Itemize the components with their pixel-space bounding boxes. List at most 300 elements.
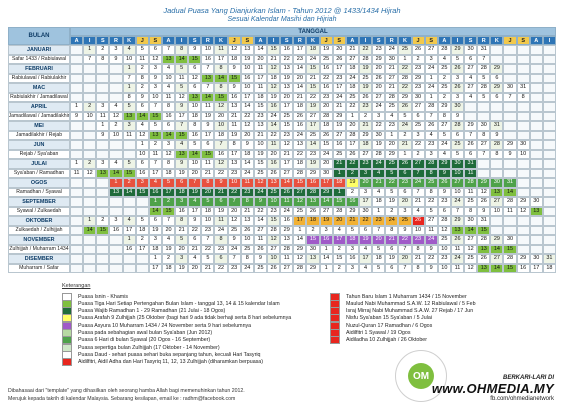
- hijri-day-cell: 9: [438, 169, 451, 179]
- hijri-day-cell: [83, 93, 96, 103]
- hijri-day-cell: 14: [490, 264, 503, 274]
- gregorian-day-cell: 24: [451, 197, 464, 207]
- gregorian-day-cell: 2: [83, 159, 96, 169]
- gregorian-day-cell: 20: [398, 254, 411, 264]
- legend-swatch: [62, 358, 72, 366]
- hijri-day-cell: 7: [464, 131, 477, 141]
- hijri-day-cell: 10: [162, 74, 175, 84]
- gregorian-day-cell: 18: [346, 83, 359, 93]
- gregorian-day-cell: [517, 216, 530, 226]
- hijri-day-cell: 18: [543, 264, 556, 274]
- weekday-header: R: [477, 36, 490, 45]
- gregorian-day-cell: 20: [333, 45, 346, 55]
- hijri-day-cell: 10: [451, 169, 464, 179]
- gregorian-day-cell: 12: [280, 140, 293, 150]
- gregorian-day-cell: 10: [241, 235, 254, 245]
- gregorian-day-cell: 18: [320, 121, 333, 131]
- hijri-day-cell: 5: [477, 93, 490, 103]
- hijri-day-cell: [517, 74, 530, 84]
- gregorian-day-cell: [517, 102, 530, 112]
- gregorian-day-cell: 31: [464, 159, 477, 169]
- gregorian-day-cell: 23: [398, 178, 411, 188]
- weekday-header: S: [149, 36, 162, 45]
- gregorian-day-cell: 28: [490, 140, 503, 150]
- hijri-day-cell: 2: [412, 55, 425, 65]
- gregorian-day-cell: 16: [320, 64, 333, 74]
- hijri-day-cell: [83, 264, 96, 274]
- gregorian-day-cell: 14: [254, 45, 267, 55]
- hijri-day-cell: 6: [385, 245, 398, 255]
- hijri-day-cell: 23: [241, 188, 254, 198]
- gregorian-day-cell: 5: [175, 235, 188, 245]
- gregorian-day-cell: 18: [346, 64, 359, 74]
- gregorian-day-cell: 9: [201, 121, 214, 131]
- gregorian-day-cell: 9: [254, 197, 267, 207]
- hijri-day-cell: 29: [280, 226, 293, 236]
- hijri-day-cell: [109, 207, 122, 217]
- gregorian-day-cell: 21: [412, 254, 425, 264]
- gregorian-day-cell: 22: [425, 254, 438, 264]
- hijri-day-cell: [96, 150, 109, 160]
- gregorian-day-cell: 7: [149, 159, 162, 169]
- month-label: JUN: [8, 140, 70, 150]
- gregorian-day-cell: 13: [306, 254, 319, 264]
- gregorian-day-cell: 15: [254, 159, 267, 169]
- gregorian-day-cell: [503, 121, 516, 131]
- hijri-day-cell: [530, 93, 543, 103]
- hijri-day-cell: 18: [241, 150, 254, 160]
- hijri-day-cell: 12: [175, 93, 188, 103]
- month-label: MAC: [8, 83, 70, 93]
- hijri-day-cell: 9: [503, 150, 516, 160]
- hijri-day-cell: 30: [320, 169, 333, 179]
- hijri-day-cell: [70, 226, 83, 236]
- gregorian-day-cell: 11: [241, 178, 254, 188]
- weekday-header: A: [346, 36, 359, 45]
- gregorian-day-cell: 23: [438, 197, 451, 207]
- hijri-day-cell: 12: [517, 207, 530, 217]
- watermark-social: fb.com/ohmedianetwork: [490, 396, 554, 402]
- gregorian-day-cell: 24: [398, 121, 411, 131]
- gregorian-day-cell: 20: [320, 102, 333, 112]
- gregorian-day-cell: 6: [136, 159, 149, 169]
- gregorian-day-cell: 10: [201, 45, 214, 55]
- hijri-day-cell: 10: [123, 55, 136, 65]
- hijri-day-cell: 15: [228, 74, 241, 84]
- gregorian-day-cell: 9: [175, 102, 188, 112]
- hijri-day-cell: 18: [149, 245, 162, 255]
- gregorian-day-cell: 29: [477, 178, 490, 188]
- hijri-day-cell: 9: [398, 226, 411, 236]
- hijri-day-cell: 28: [346, 131, 359, 141]
- hijri-day-cell: 19: [201, 112, 214, 122]
- gregorian-day-cell: 26: [412, 45, 425, 55]
- gregorian-day-cell: 19: [359, 235, 372, 245]
- hijri-day-cell: 23: [333, 74, 346, 84]
- legend-label: Nuzul-Quran 17 Ramadhan / 6 Ogos: [346, 322, 433, 329]
- gregorian-day-cell: 22: [398, 235, 411, 245]
- gregorian-day-cell: 3: [136, 178, 149, 188]
- hijri-day-cell: 3: [451, 74, 464, 84]
- gregorian-day-cell: 4: [162, 83, 175, 93]
- hijri-day-cell: 13: [451, 226, 464, 236]
- hijri-day-cell: 15: [201, 150, 214, 160]
- gregorian-day-cell: 5: [136, 45, 149, 55]
- hijri-day-cell: 25: [346, 93, 359, 103]
- weekday-header: I: [83, 36, 96, 45]
- gregorian-day-cell: [70, 83, 83, 93]
- weekday-header: R: [109, 36, 122, 45]
- gregorian-day-cell: 26: [477, 197, 490, 207]
- gregorian-day-cell: [477, 159, 490, 169]
- gregorian-day-cell: 26: [451, 64, 464, 74]
- gregorian-day-cell: 25: [398, 216, 411, 226]
- bulan-header: BULAN: [8, 27, 70, 45]
- gregorian-day-cell: 5: [175, 83, 188, 93]
- hijri-day-cell: 2: [306, 226, 319, 236]
- legend-label: Aidilfitri, Aidil Adha dan Hari Tasyriq 11, 12, 13 Zulhijjah (diharamkan berpuasa): [78, 359, 263, 366]
- hijri-day-cell: 5: [346, 226, 359, 236]
- weekday-header: S: [96, 36, 109, 45]
- gregorian-day-cell: 3: [109, 45, 122, 55]
- gregorian-day-cell: 21: [398, 140, 411, 150]
- gregorian-day-cell: 29: [451, 216, 464, 226]
- gregorian-day-cell: 10: [241, 64, 254, 74]
- hijri-day-cell: [543, 207, 556, 217]
- hijri-day-cell: 6: [464, 55, 477, 65]
- month-label: JULAI: [8, 159, 70, 169]
- gregorian-day-cell: 8: [188, 121, 201, 131]
- gregorian-day-cell: [83, 235, 96, 245]
- gregorian-day-cell: [543, 140, 556, 150]
- hijri-day-cell: 5: [385, 188, 398, 198]
- hijri-day-cell: [503, 226, 516, 236]
- month-label: OKTOBER: [8, 216, 70, 226]
- hijri-day-cell: 21: [306, 74, 319, 84]
- hijri-day-cell: 29: [385, 150, 398, 160]
- gregorian-day-cell: 10: [188, 102, 201, 112]
- gregorian-day-cell: 12: [241, 121, 254, 131]
- weekday-header: K: [123, 36, 136, 45]
- gregorian-day-cell: 5: [201, 197, 214, 207]
- hijri-day-cell: [530, 245, 543, 255]
- hijri-day-cell: 20: [201, 188, 214, 198]
- hijri-day-cell: [543, 55, 556, 65]
- hijri-day-cell: [109, 150, 122, 160]
- gregorian-day-cell: 22: [398, 64, 411, 74]
- hijri-day-cell: 22: [254, 207, 267, 217]
- gregorian-day-cell: 7: [162, 216, 175, 226]
- gregorian-day-cell: 2: [136, 235, 149, 245]
- hijri-day-cell: 1: [372, 207, 385, 217]
- weekday-header: S: [280, 36, 293, 45]
- gregorian-day-cell: 2: [162, 197, 175, 207]
- gregorian-day-cell: 30: [451, 159, 464, 169]
- gregorian-day-cell: 17: [306, 121, 319, 131]
- gregorian-day-cell: 30: [530, 197, 543, 207]
- hijri-day-cell: 28: [372, 150, 385, 160]
- hijri-day-cell: 3: [346, 264, 359, 274]
- hijri-day-cell: 15: [503, 264, 516, 274]
- gregorian-day-cell: 25: [464, 254, 477, 264]
- gregorian-day-cell: [543, 178, 556, 188]
- gregorian-day-cell: 23: [438, 254, 451, 264]
- legend-label: Puasa Asyura 10 Muharram 1434 / 24 November serta 9 hari sebelumnya: [78, 322, 252, 329]
- month-label: SEPTEMBER: [8, 197, 70, 207]
- hijri-day-cell: 3: [425, 150, 438, 160]
- hijri-day-cell: [70, 74, 83, 84]
- hijri-day-cell: 19: [188, 188, 201, 198]
- hijri-day-cell: 23: [320, 93, 333, 103]
- hijri-day-cell: 6: [490, 93, 503, 103]
- gregorian-day-cell: 23: [385, 121, 398, 131]
- gregorian-day-cell: 15: [293, 178, 306, 188]
- hijri-day-cell: [96, 93, 109, 103]
- hijri-day-cell: [530, 55, 543, 65]
- hijri-day-cell: 6: [412, 112, 425, 122]
- gregorian-day-cell: [123, 254, 136, 264]
- hijri-day-cell: 5: [425, 207, 438, 217]
- hijri-day-cell: 20: [188, 264, 201, 274]
- gregorian-day-cell: 9: [228, 235, 241, 245]
- gregorian-day-cell: 1: [149, 254, 162, 264]
- gregorian-day-cell: [83, 64, 96, 74]
- gregorian-day-cell: 11: [201, 159, 214, 169]
- gregorian-day-cell: [490, 216, 503, 226]
- gregorian-day-cell: 30: [490, 178, 503, 188]
- legend-label: Puasa Isnin - Khamis: [78, 293, 129, 300]
- hijri-day-cell: 18: [201, 207, 214, 217]
- hijri-day-cell: 13: [201, 74, 214, 84]
- gregorian-day-cell: 18: [346, 235, 359, 245]
- gregorian-day-cell: 19: [385, 197, 398, 207]
- gregorian-day-cell: 15: [267, 216, 280, 226]
- hijri-day-cell: 9: [109, 55, 122, 65]
- hijri-day-cell: 15: [162, 207, 175, 217]
- hijri-day-cell: 27: [267, 245, 280, 255]
- hijri-day-cell: 23: [306, 150, 319, 160]
- hijri-day-cell: 27: [385, 74, 398, 84]
- hijri-day-cell: 24: [228, 245, 241, 255]
- gregorian-day-cell: 20: [372, 83, 385, 93]
- hijri-day-cell: 22: [293, 150, 306, 160]
- hijri-day-cell: [530, 226, 543, 236]
- hijri-day-cell: 10: [438, 264, 451, 274]
- legend: [62, 282, 552, 364]
- gregorian-day-cell: 12: [267, 83, 280, 93]
- gregorian-day-cell: 11: [228, 121, 241, 131]
- hijri-month-label: Syawal / Zulkaedah: [8, 207, 70, 217]
- hijri-day-cell: 22: [241, 112, 254, 122]
- hijri-day-cell: [83, 245, 96, 255]
- hijri-day-cell: 24: [293, 131, 306, 141]
- hijri-day-cell: 22: [280, 55, 293, 65]
- gregorian-day-cell: 22: [372, 121, 385, 131]
- hijri-day-cell: 21: [201, 264, 214, 274]
- gregorian-day-cell: 4: [175, 140, 188, 150]
- gregorian-day-cell: 6: [136, 102, 149, 112]
- hijri-day-cell: 7: [451, 207, 464, 217]
- hijri-day-cell: 7: [83, 55, 96, 65]
- hijri-day-cell: [96, 188, 109, 198]
- hijri-day-cell: 4: [333, 226, 346, 236]
- hijri-day-cell: 20: [175, 245, 188, 255]
- gregorian-day-cell: 18: [306, 216, 319, 226]
- gregorian-day-cell: 5: [175, 64, 188, 74]
- hijri-day-cell: 24: [241, 169, 254, 179]
- gregorian-day-cell: [136, 197, 149, 207]
- hijri-day-cell: 9: [96, 131, 109, 141]
- hijri-day-cell: 28: [385, 93, 398, 103]
- gregorian-day-cell: 29: [503, 140, 516, 150]
- gregorian-day-cell: 3: [109, 216, 122, 226]
- hijri-day-cell: 4: [359, 245, 372, 255]
- hijri-day-cell: 13: [490, 188, 503, 198]
- gregorian-day-cell: 12: [228, 45, 241, 55]
- gregorian-day-cell: 28: [477, 83, 490, 93]
- gregorian-day-cell: [83, 83, 96, 93]
- weekday-header: S: [333, 36, 346, 45]
- gregorian-day-cell: 2: [83, 102, 96, 112]
- hijri-day-cell: 11: [175, 74, 188, 84]
- hijri-day-cell: 3: [398, 207, 411, 217]
- hijri-day-cell: 16: [188, 131, 201, 141]
- gregorian-day-cell: [543, 235, 556, 245]
- gregorian-day-cell: 24: [372, 159, 385, 169]
- hijri-day-cell: 8: [477, 131, 490, 141]
- hijri-day-cell: [503, 169, 516, 179]
- gregorian-day-cell: 9: [254, 254, 267, 264]
- gregorian-day-cell: [123, 140, 136, 150]
- hijri-day-cell: 17: [162, 188, 175, 198]
- hijri-day-cell: 10: [517, 150, 530, 160]
- gregorian-day-cell: 27: [490, 254, 503, 264]
- hijri-day-cell: 15: [123, 169, 136, 179]
- gregorian-day-cell: 7: [214, 140, 227, 150]
- legend-label: Aidilfitri 1 Syawal / 19 Ogos: [346, 330, 411, 336]
- watermark-brand: www.OHMEDIA.MY: [431, 381, 554, 396]
- gregorian-day-cell: 19: [385, 254, 398, 264]
- hijri-day-cell: 21: [241, 207, 254, 217]
- hijri-day-cell: 8: [425, 169, 438, 179]
- gregorian-day-cell: 27: [425, 216, 438, 226]
- hijri-day-cell: 13: [109, 188, 122, 198]
- hijri-day-cell: [517, 169, 530, 179]
- gregorian-day-cell: 28: [477, 235, 490, 245]
- gregorian-day-cell: 12: [267, 64, 280, 74]
- hijri-day-cell: 11: [451, 245, 464, 255]
- gregorian-day-cell: 30: [503, 235, 516, 245]
- hijri-day-cell: [490, 112, 503, 122]
- gregorian-day-cell: 5: [123, 102, 136, 112]
- gregorian-day-cell: 2: [96, 216, 109, 226]
- hijri-day-cell: 1: [346, 112, 359, 122]
- gregorian-day-cell: 11: [254, 64, 267, 74]
- hijri-day-cell: 10: [136, 150, 149, 160]
- gregorian-day-cell: 26: [464, 140, 477, 150]
- weekday-header: I: [451, 36, 464, 45]
- gregorian-day-cell: 27: [464, 64, 477, 74]
- hijri-day-cell: 9: [451, 112, 464, 122]
- gregorian-day-cell: 24: [425, 235, 438, 245]
- gregorian-day-cell: [517, 159, 530, 169]
- hijri-day-cell: 2: [385, 207, 398, 217]
- weekday-header: K: [214, 36, 227, 45]
- hijri-day-cell: 13: [188, 93, 201, 103]
- hijri-day-cell: 21: [188, 245, 201, 255]
- gregorian-day-cell: [70, 178, 83, 188]
- hijri-day-cell: 4: [438, 150, 451, 160]
- hijri-day-cell: 18: [214, 131, 227, 141]
- gregorian-day-cell: 22: [359, 216, 372, 226]
- hijri-day-cell: 7: [412, 169, 425, 179]
- hijri-month-label: Zulkaedah / Zulhijjah: [8, 226, 70, 236]
- gregorian-day-cell: 29: [490, 83, 503, 93]
- gregorian-day-cell: 6: [149, 45, 162, 55]
- hijri-day-cell: 2: [412, 150, 425, 160]
- hijri-day-cell: 5: [477, 74, 490, 84]
- hijri-month-label: Jamadilawal / Jamadilakhir: [8, 113, 70, 120]
- hijri-day-cell: 11: [425, 226, 438, 236]
- gregorian-day-cell: 6: [175, 178, 188, 188]
- gregorian-day-cell: 30: [464, 45, 477, 55]
- hijri-day-cell: 16: [136, 169, 149, 179]
- hijri-day-cell: 27: [320, 207, 333, 217]
- hijri-day-cell: 1: [398, 55, 411, 65]
- weekday-header: I: [267, 36, 280, 45]
- gregorian-day-cell: 26: [412, 216, 425, 226]
- hijri-day-cell: 1: [425, 93, 438, 103]
- hijri-day-cell: 21: [175, 226, 188, 236]
- hijri-day-cell: 7: [412, 188, 425, 198]
- gregorian-day-cell: 27: [425, 45, 438, 55]
- gregorian-day-cell: 19: [320, 45, 333, 55]
- gregorian-day-cell: 25: [451, 140, 464, 150]
- hijri-day-cell: 8: [123, 93, 136, 103]
- hijri-day-cell: 10: [109, 131, 122, 141]
- legend-label: Aidiladha 10 Zulhijjah / 26 Oktober: [346, 337, 427, 344]
- gregorian-day-cell: 12: [214, 159, 227, 169]
- gregorian-day-cell: 5: [123, 159, 136, 169]
- hijri-day-cell: 26: [254, 245, 267, 255]
- weekday-header: S: [517, 36, 530, 45]
- gregorian-day-cell: 11: [214, 45, 227, 55]
- weekday-header: R: [201, 36, 214, 45]
- hijri-day-cell: [490, 55, 503, 65]
- gregorian-day-cell: [83, 197, 96, 207]
- gregorian-day-cell: [530, 121, 543, 131]
- hijri-day-cell: 15: [214, 93, 227, 103]
- hijri-month-label: Rabiulawal / Rabiulakhir: [8, 74, 70, 84]
- hijri-day-cell: 3: [412, 131, 425, 141]
- gregorian-day-cell: 16: [293, 121, 306, 131]
- gregorian-day-cell: 23: [412, 64, 425, 74]
- hijri-month-label: Sya'aban / Ramadhan: [8, 169, 70, 179]
- hijri-day-cell: 8: [517, 93, 530, 103]
- legend-swatch: [330, 336, 340, 344]
- hijri-day-cell: [517, 226, 530, 236]
- month-label: APRIL: [8, 102, 70, 112]
- gregorian-day-cell: 10: [188, 159, 201, 169]
- gregorian-day-cell: 21: [333, 102, 346, 112]
- gregorian-day-cell: 5: [162, 178, 175, 188]
- hijri-day-cell: 24: [333, 93, 346, 103]
- hijri-day-cell: 18: [175, 188, 188, 198]
- gregorian-day-cell: 7: [175, 121, 188, 131]
- gregorian-day-cell: 7: [201, 83, 214, 93]
- hijri-day-cell: 29: [293, 245, 306, 255]
- hijri-day-cell: 12: [464, 264, 477, 274]
